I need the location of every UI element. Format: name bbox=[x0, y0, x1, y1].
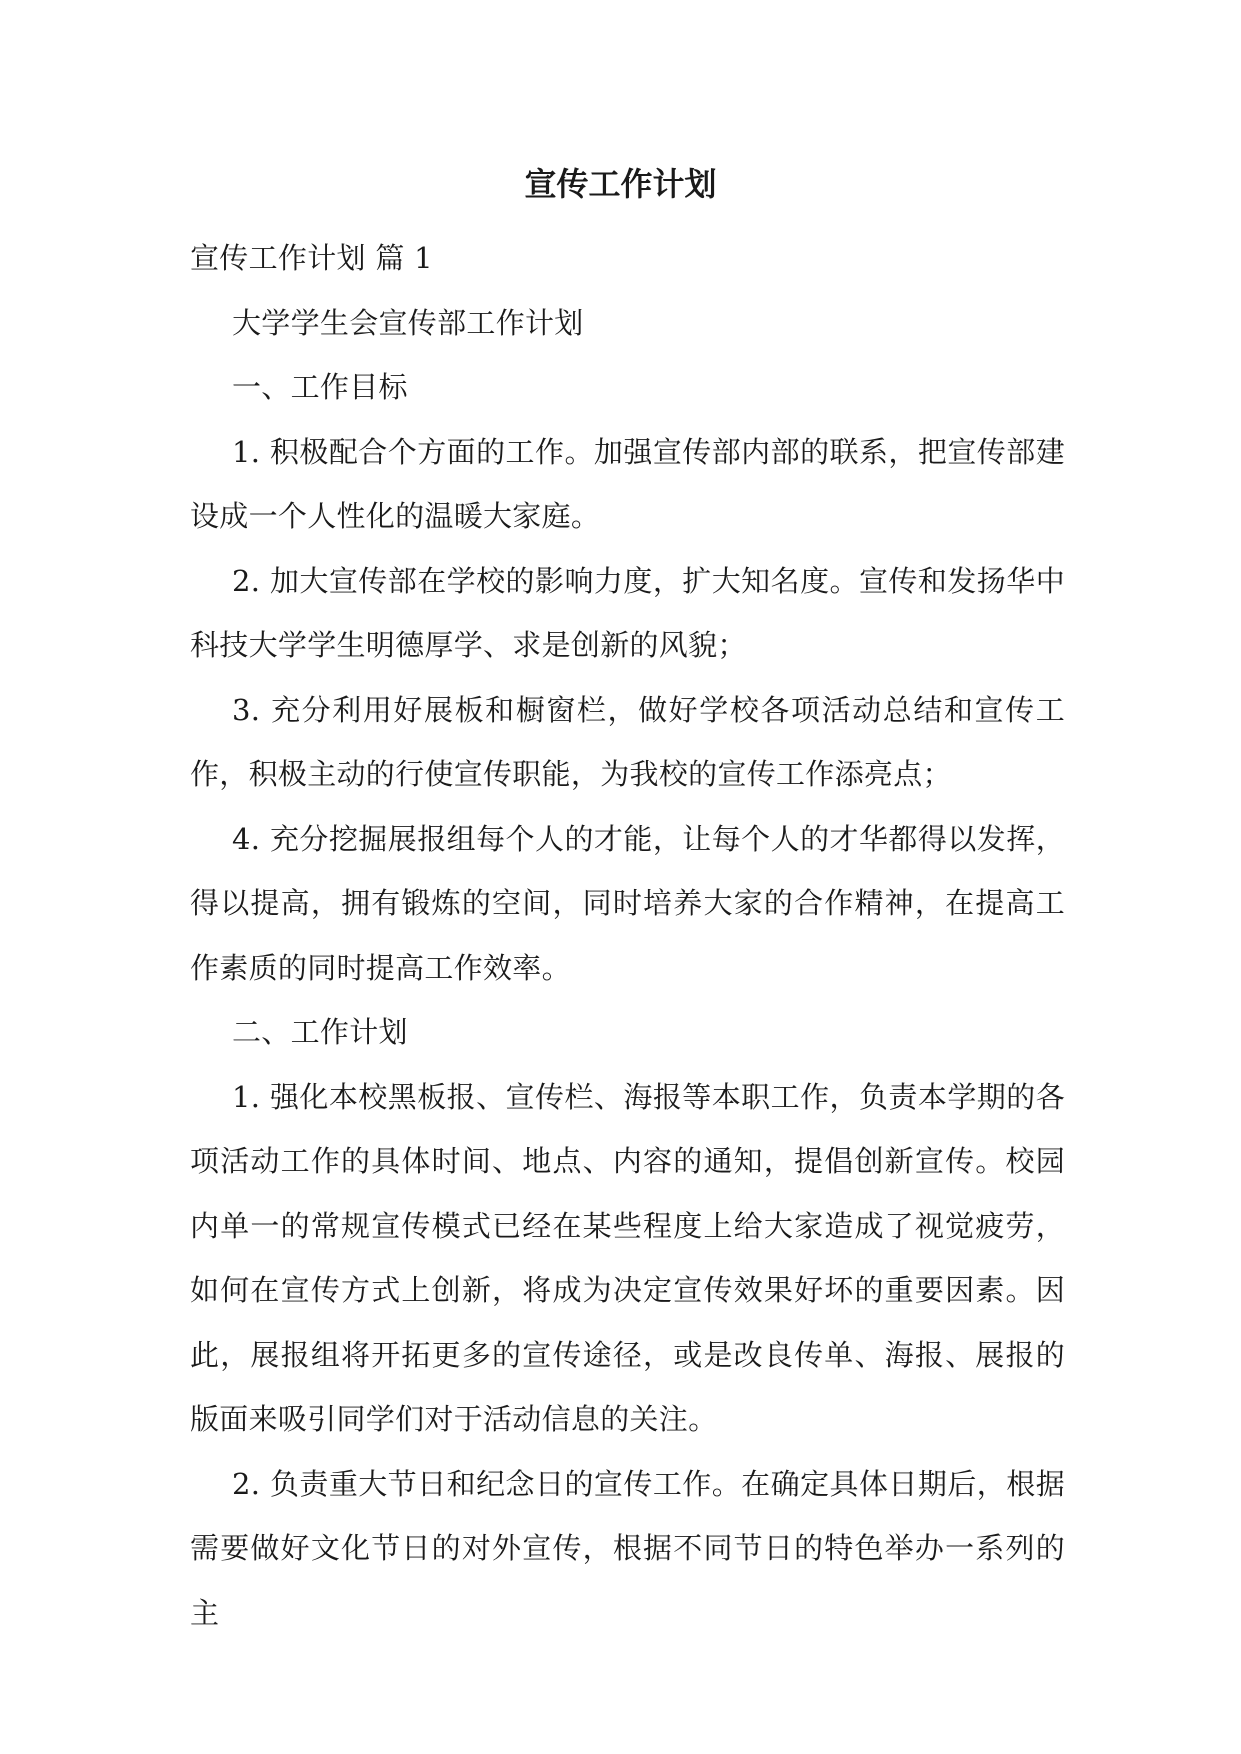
goal-item-4: 4. 充分挖掘展报组每个人的才能，让每个人的才华都得以发挥，得以提高，拥有锻炼的空间，同时培养大家的合作精神，在提高工作素质的同时提高工作效率。 bbox=[190, 821, 1065, 985]
plan-item-2: 2. 负责重大节日和纪念日的宣传工作。在确定具体日期后，根据需要做好文化节日的对外宣传，根据不同节日的特色举办一系列的主 bbox=[190, 1466, 1065, 1630]
goal-item-2: 2. 加大宣传部在学校的影响力度，扩大知名度。宣传和发扬华中科技大学学生明德厚学、求是创新的风貌； bbox=[190, 563, 1065, 662]
document-body bbox=[190, 226, 1065, 1645]
heading-work-goals: 一、工作目标 bbox=[232, 370, 408, 404]
plan-subtitle: 大学学生会宣传部工作计划 bbox=[232, 305, 584, 340]
heading-work-plan: 二、工作计划 bbox=[232, 1015, 408, 1049]
document-title: 宣传工作计划 bbox=[524, 165, 717, 203]
goal-item-1: 1. 积极配合个方面的工作。加强宣传部内部的联系，把宣传部建设成一个人性化的温暖大家庭。 bbox=[190, 434, 1065, 533]
goal-item-3: 3. 充分利用好展板和橱窗栏，做好学校各项活动总结和宣传工作，积极主动的行使宣传职能，为我校的宣传工作添亮点； bbox=[190, 692, 1065, 791]
section-heading-piece-1: 宣传工作计划 篇 1 bbox=[190, 241, 433, 275]
plan-item-1: 1. 强化本校黑板报、宣传栏、海报等本职工作，负责本学期的各项活动工作的具体时间、地点、内容的通知，提倡创新宣传。校园内单一的常规宣传模式已经在某些程度上给大家造成了视觉疲劳，如何在宣传方式上创新，将成为决定宣传效果好坏的重要因素。因此，展报组将开拓更多的宣传途径，或是改良传单、海报、展报的版面来吸引同学们对于活动信息的关注。 bbox=[190, 1079, 1065, 1436]
